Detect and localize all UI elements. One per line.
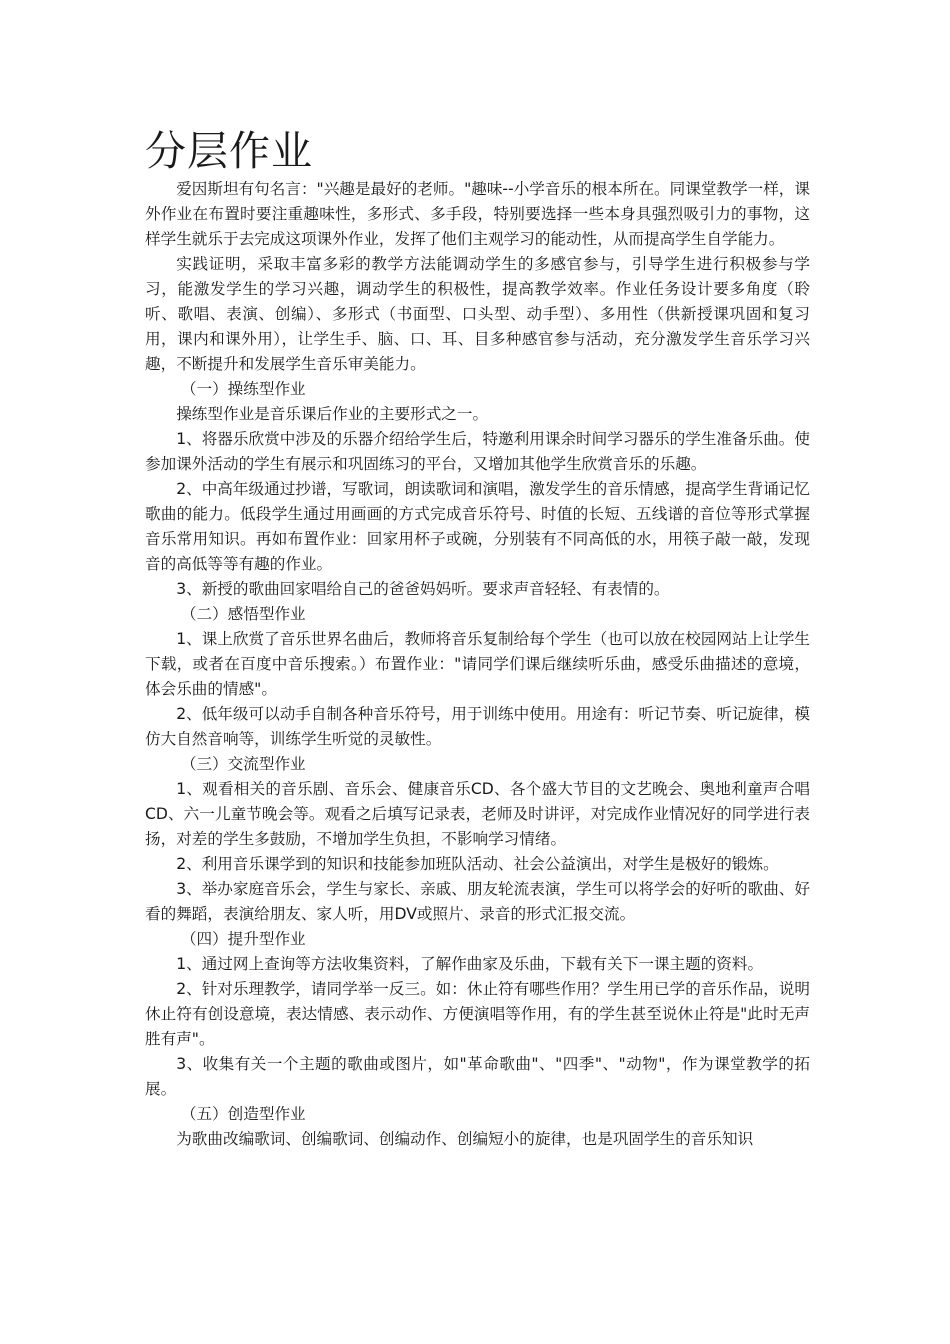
section-heading: （二）感悟型作业 bbox=[180, 605, 306, 623]
paragraph: 爱因斯坦有句名言："兴趣是最好的老师。"趣味--小学音乐的根本所在。同课堂教学一样，课外作业在布置时要注重趣味性，多形式、多手段，特别要选择一些本身具强烈吸引力的事物，这样学生就乐于去完成这项课外作业，发挥了他们主观学习的能动性，从而提高学生自学能力。 bbox=[145, 180, 810, 248]
document-body bbox=[145, 177, 810, 1152]
paragraph: 3、新授的歌曲回家唱给自己的爸爸妈妈听。要求声音轻轻、有表情的。 bbox=[176, 580, 670, 598]
paragraph: 1、课上欣赏了音乐世界名曲后，教师将音乐复制给每个学生（也可以放在校园网站上让学生下载，或者在百度中音乐搜索。）布置作业："请同学们课后继续听乐曲，感受乐曲描述的意境，体会乐曲的情感"。 bbox=[145, 630, 810, 698]
paragraph: 1、观看相关的音乐剧、音乐会、健康音乐CD、各个盛大节目的文艺晚会、奥地利童声合唱CD、六一儿童节晚会等。观看之后填写记录表，老师及时讲评，对完成作业情况好的同学进行表扬，对差的学生多鼓励，不增加学生负担，不影响学习情绪。 bbox=[145, 780, 810, 848]
paragraph: 操练型作业是音乐课后作业的主要形式之一。 bbox=[176, 405, 489, 423]
document-page bbox=[145, 125, 810, 1152]
paragraph: 3、收集有关一个主题的歌曲或图片，如"革命歌曲"、"四季"、"动物"，作为课堂教学的拓展。 bbox=[145, 1055, 810, 1098]
section-heading: （五）创造型作业 bbox=[180, 1105, 306, 1123]
paragraph: 实践证明，采取丰富多彩的教学方法能调动学生的多感官参与，引导学生进行积极参与学习，能激发学生的学习兴趣，调动学生的积极性，提高教学效率。作业任务设计要多角度（聆听、歌唱、表演、创编）、多形式（书面型、口头型、动手型）、多用性（供新授课巩固和复习用，课内和课外用），让学生手、脑、口、耳、目多种感官参与活动，充分激发学生音乐学习兴趣，不断提升和发展学生音乐审美能力。 bbox=[145, 255, 810, 373]
paragraph: 2、利用音乐课学到的知识和技能参加班队活动、社会公益演出，对学生是极好的锻炼。 bbox=[176, 855, 779, 873]
section-heading: （四）提升型作业 bbox=[180, 930, 306, 948]
section-heading: （三）交流型作业 bbox=[180, 755, 306, 773]
paragraph: 1、将器乐欣赏中涉及的乐器介绍给学生后，特邀利用课余时间学习器乐的学生准备乐曲。使参加课外活动的学生有展示和巩固练习的平台，又增加其他学生欣赏音乐的乐趣。 bbox=[145, 430, 810, 473]
paragraph: 2、中高年级通过抄谱，写歌词，朗读歌词和演唱，激发学生的音乐情感，提高学生背诵记忆歌曲的能力。低段学生通过用画画的方式完成音乐符号、时值的长短、五线谱的音位等形式掌握音乐常用知识。再如布置作业：回家用杯子或碗，分别装有不同高低的水，用筷子敲一敲，发现音的高低等等有趣的作业。 bbox=[145, 480, 810, 573]
paragraph: 2、低年级可以动手自制各种音乐符号，用于训练中使用。用途有：听记节奏、听记旋律，模仿大自然音响等，训练学生听觉的灵敏性。 bbox=[145, 705, 810, 748]
paragraph: 2、针对乐理教学，请同学举一反三。如：休止符有哪些作用？学生用已学的音乐作品，说明休止符有创设意境，表达情感、表示动作、方便演唱等作用，有的学生甚至说休止符是"此时无声胜有声"。 bbox=[145, 980, 810, 1048]
section-heading: （一）操练型作业 bbox=[180, 380, 306, 398]
paragraph: 为歌曲改编歌词、创编歌词、创编动作、创编短小的旋律，也是巩固学生的音乐知识 bbox=[176, 1130, 754, 1148]
paragraph: 3、举办家庭音乐会，学生与家长、亲戚、朋友轮流表演，学生可以将学会的好听的歌曲、好看的舞蹈，表演给朋友、家人听，用DV或照片、录音的形式汇报交流。 bbox=[145, 880, 810, 923]
paragraph: 1、通过网上查询等方法收集资料，了解作曲家及乐曲，下载有关下一课主题的资料。 bbox=[176, 955, 764, 973]
document-title: 分层作业 bbox=[145, 127, 313, 175]
